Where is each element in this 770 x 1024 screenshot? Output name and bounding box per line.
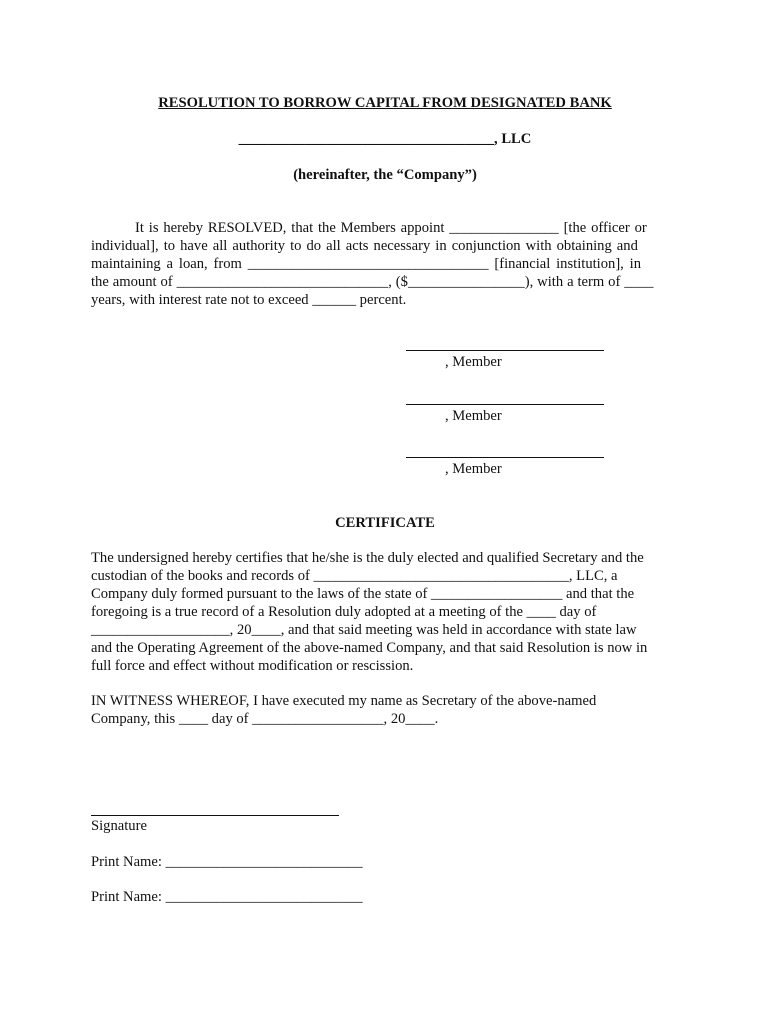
certificate-line-6: and the Operating Agreement of the above-named Company, and that said Resolution is now in: [91, 640, 648, 656]
member-label-2: , Member: [445, 408, 502, 424]
member-signature-line-1: [406, 350, 604, 351]
resolution-paragraph: [91, 219, 680, 309]
document-title: RESOLUTION TO BORROW CAPITAL FROM DESIGNATED BANK: [158, 95, 612, 111]
signature-line: [91, 815, 339, 816]
resolution-line-1-text: It is hereby RESOLVED, that the Members appoint _______________ [the officer or: [135, 220, 647, 236]
print-name-field-2: Print Name: ___________________________: [91, 889, 363, 905]
certificate-line-2: custodian of the books and records of ___________________________________, LLC, a: [91, 568, 618, 584]
witness-paragraph: [91, 692, 680, 728]
resolution-line-2: [91, 237, 680, 255]
witness-line-2: Company, this ____ day of __________________, 20____.: [91, 711, 439, 727]
resolution-line-5: years, with interest rate not to exceed ______ percent.: [91, 292, 407, 308]
member-label-3: , Member: [445, 461, 502, 477]
company-name-line: ___________________________________, LLC: [238, 131, 532, 147]
member-signature-line-2: [406, 404, 604, 405]
certificate-paragraph: [91, 549, 671, 675]
resolution-line-4: [91, 273, 680, 291]
certificate-line-1: The undersigned hereby certifies that he/she is the duly elected and qualified Secretary and the: [91, 550, 644, 566]
member-label-1: , Member: [445, 354, 502, 370]
resolution-line-3-text: maintaining a loan, from _________________________________ [financial institution], in: [91, 256, 642, 272]
certificate-line-3: Company duly formed pursuant to the laws of the state of __________________ and that the: [91, 586, 635, 602]
resolution-line-2-text: individual], to have all authority to do all acts necessary in conjunction with obtaining and: [91, 238, 638, 254]
witness-line-1: IN WITNESS WHEREOF, I have executed my name as Secretary of the above-named: [91, 693, 597, 709]
certificate-heading: CERTIFICATE: [335, 515, 435, 531]
resolution-line-1: [91, 219, 680, 237]
member-signature-line-3: [406, 457, 604, 458]
signature-label: Signature: [91, 818, 147, 834]
certificate-line-5: ___________________, 20____, and that said meeting was held in accordance with state law: [91, 622, 637, 638]
print-name-field-1: Print Name: ___________________________: [91, 854, 363, 870]
resolution-line-4-text: the amount of _____________________________, ($________________), with a term of ____: [91, 274, 654, 290]
resolution-line-3: [91, 255, 680, 273]
certificate-line-4: foregoing is a true record of a Resolution duly adopted at a meeting of the ____ day of: [91, 604, 597, 620]
certificate-line-7: full force and effect without modification or rescission.: [91, 658, 414, 674]
hereinafter-line: (hereinafter, the “Company”): [293, 167, 477, 183]
